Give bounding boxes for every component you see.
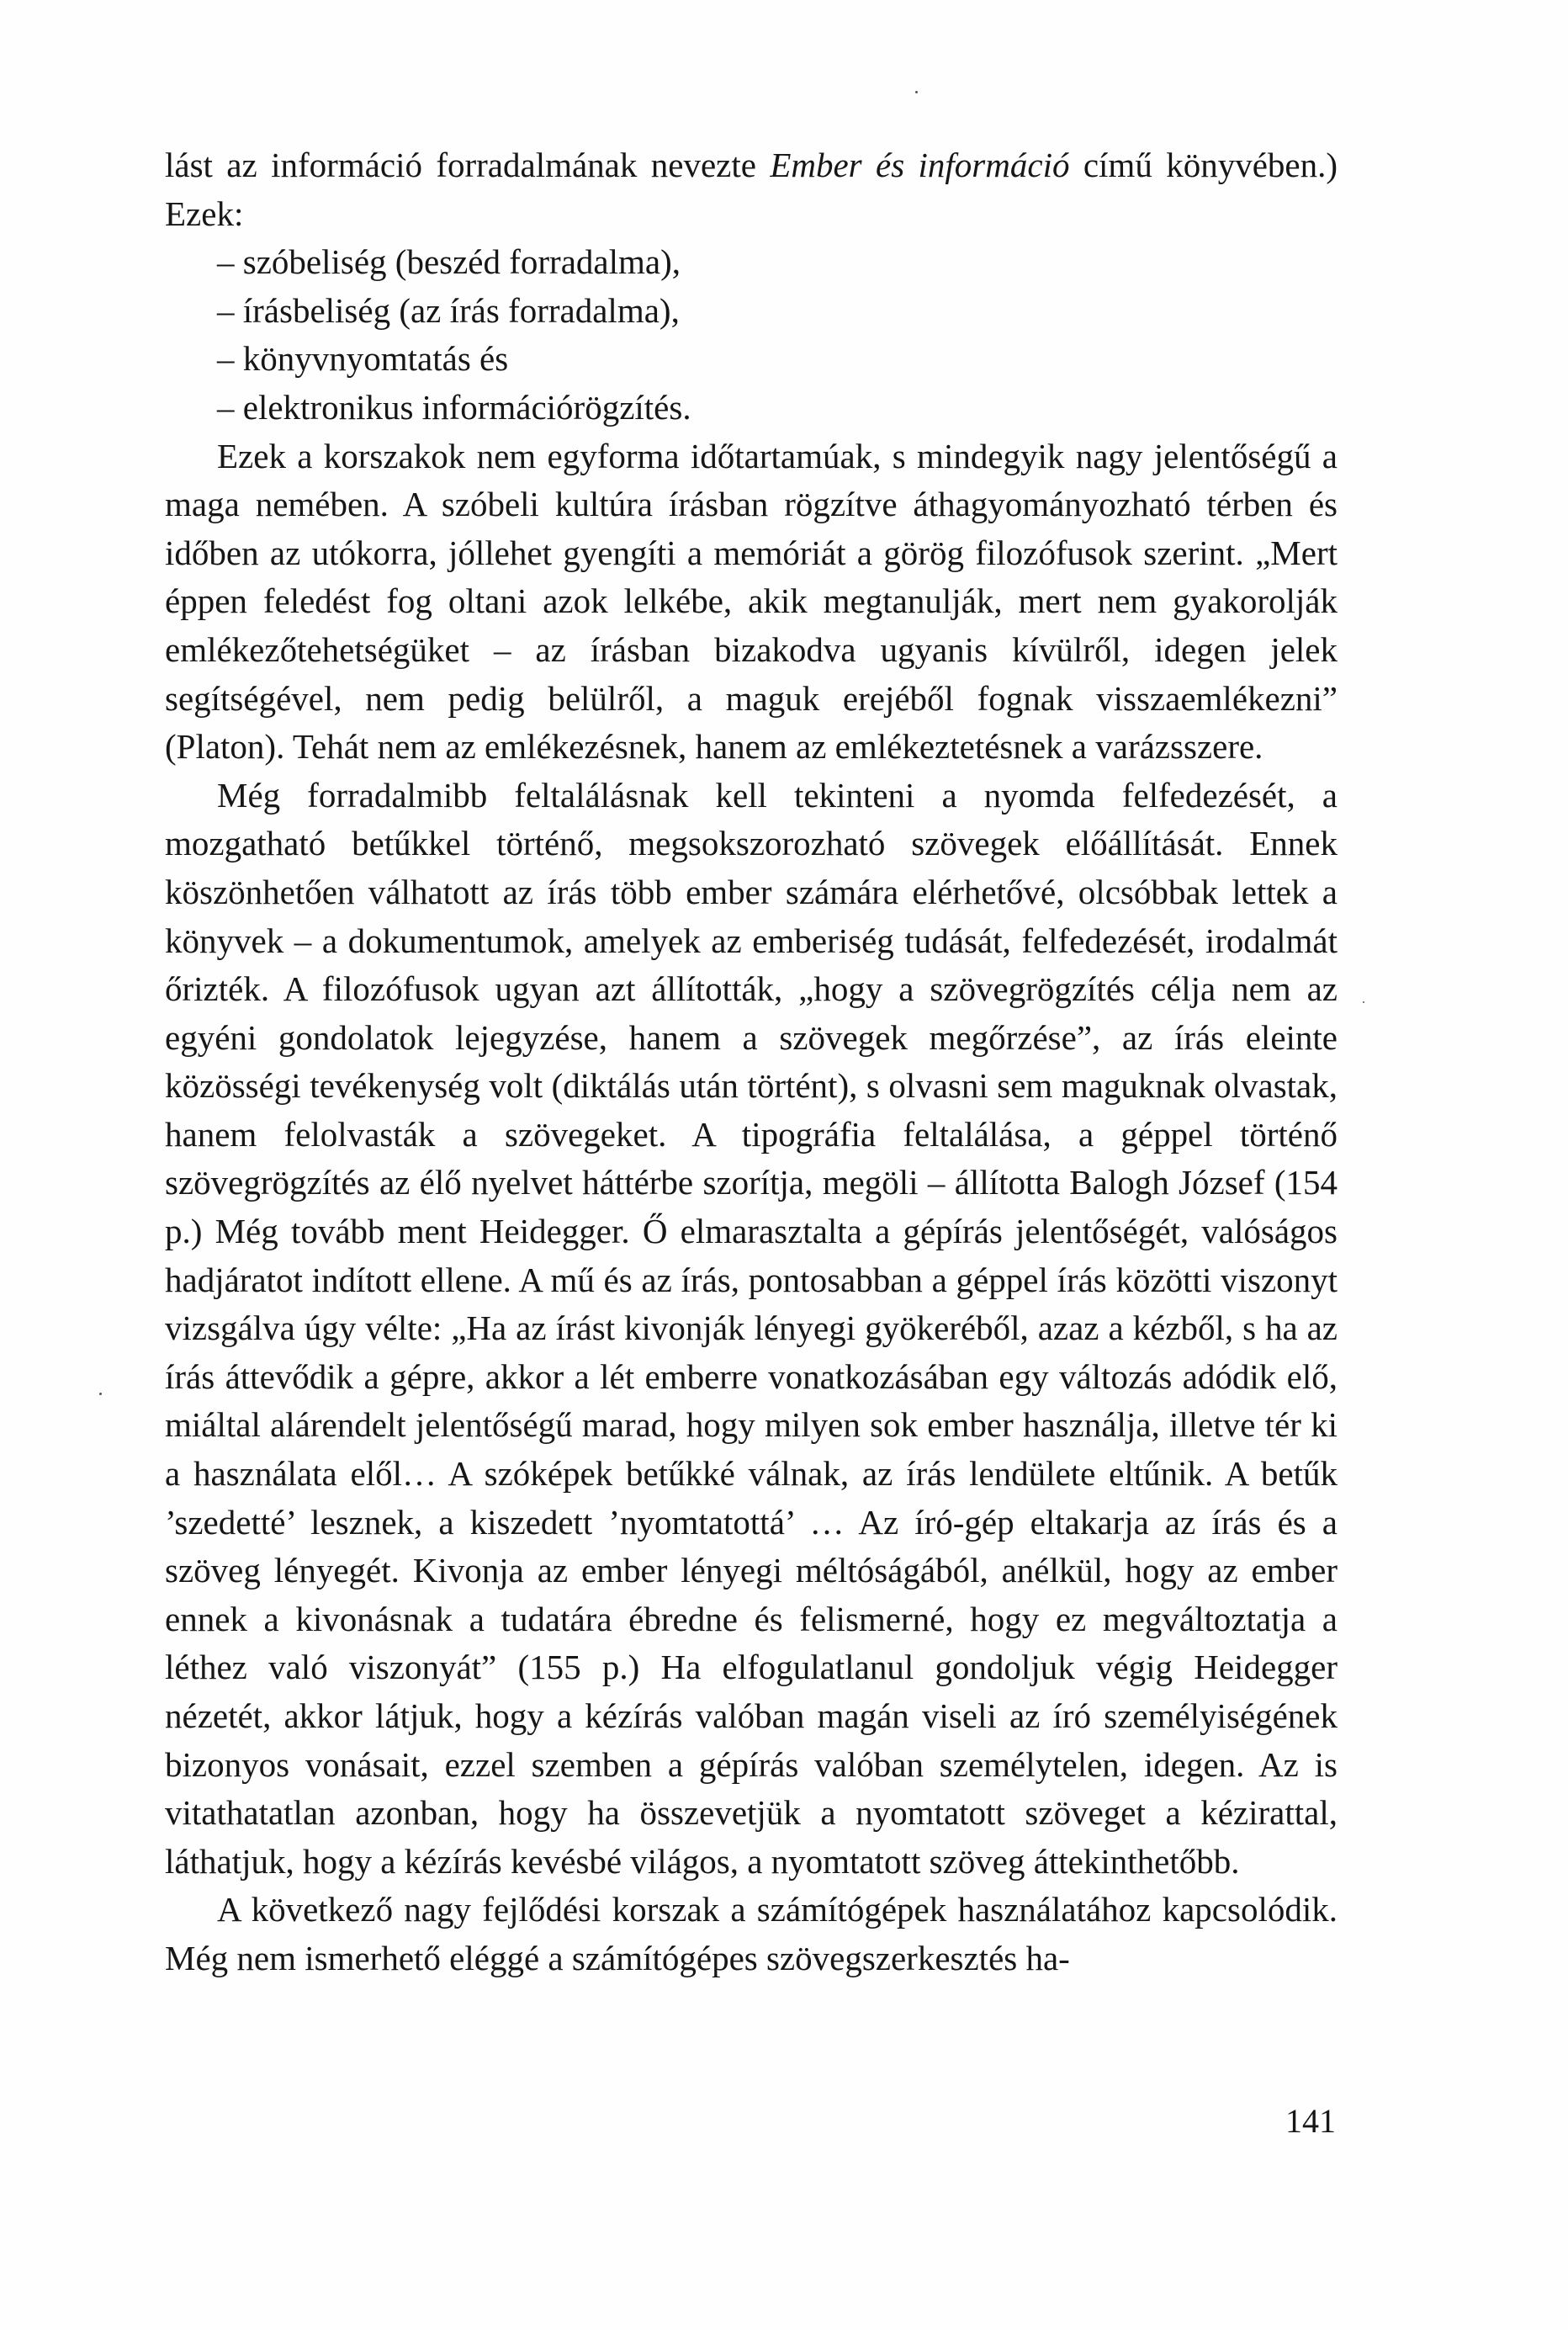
opening-line-start: lást az információ forradalmának nevezte (165, 146, 771, 184)
page-number: 141 (1285, 2102, 1336, 2140)
list-item: – írásbeliség (az írás forradalma), (217, 290, 680, 330)
era-list (165, 238, 1338, 432)
opening-line-end: című könyvében.) Ezek: (165, 146, 1338, 233)
list-item: – elektronikus információrögzítés. (217, 387, 691, 427)
body-text (165, 141, 1338, 1983)
paragraph-computers: A következő nagy fejlődési korszak a számítógépek használatához kapcsolódik. Még nem ismerhető eléggé a számítógépes szövegszerkesztés ha- (165, 1890, 1338, 1977)
scan-speck (1363, 1001, 1364, 1003)
list-item: – szóbeliség (beszéd forradalma), (217, 242, 681, 282)
scan-speck (915, 91, 918, 93)
book-title: Ember és információ (770, 146, 1070, 184)
paragraph-eras: Ezek a korszakok nem egyforma időtartamúak, s mindegyik nagy jelentőségű a maga nemében. A szóbeli kultúra írásban rögzítve áthagyományozható térben és időben az utókorra, jóllehet gyengíti a memóriát a görög filozófusok szerint. „Mert éppen feledést fog oltani azok lelkébe, akik megtanulják, mert nem gyakorolják emlékezőtehetségüket – az írásban bizakodva ugyanis kívülről, idegen jelek segítségével, nem pedig belülről, a maguk erejéből fognak visszaemlékezni” (Platon). Tehát nem az emlékezésnek, hanem az emlékeztetésnek a varázsszere. (165, 436, 1338, 767)
scan-speck (99, 1393, 102, 1395)
opening-paragraph (165, 141, 1338, 238)
list-item: – könyvnyomtatás és (217, 339, 509, 379)
paragraph-printing: Még forradalmibb feltalálásnak kell tekinteni a nyomda felfedezését, a mozgatható betűkkel történő, megsokszorozható szövegek előállítását. Ennek köszönhetően válhatott az írás több ember számára elérhetővé, olcsóbbak lettek a könyvek – a dokumentumok, amelyek az emberiség tudását, felfedezését, irodalmát őrizték. A filozófusok ugyan azt állították, „hogy a szövegrögzítés célja nem az egyéni gondolatok lejegyzése, hanem a szövegek megőrzése”, az írás eleinte közösségi tevékenység volt (diktálás után történt), s olvasni sem maguknak olvastak, hanem felolvasták a szövegeket. A tipográfia feltalálása, a géppel történő szövegrögzítés az élő nyelvet háttérbe szorítja, megöli – állította Balogh József (154 p.) Még tovább ment Heidegger. Ő elmarasztalta a gépírás jelentőségét, valóságos hadjáratot indított ellene. A mű és az írás, pontosabban a géppel írás közötti viszonyt vizsgálva úgy vélte: „Ha az írást kivonják lényegi gyökeréből, azaz a kézből, s ha az írás áttevődik a gépre, akkor a lét emberre vonatkozásában egy változás adódik elő, miáltal alárendelt jelentőségű marad, hogy milyen sok ember használja, illetve tér ki a használata elől… A szóképek betűkké válnak, az írás lendülete eltűnik. A betűk ’szedetté’ lesznek, a kiszedett ’nyomtatottá’ … Az író-gép eltakarja az írás és a szöveg lényegét. Kivonja az ember lényegi méltóságából, anélkül, hogy az ember ennek a kivonásnak a tudatára ébredne és felismerné, hogy ez megváltoztatja a léthez való viszonyát” (155 p.) Ha elfogulatlanul gondoljuk végig Heidegger nézetét, akkor látjuk, hogy a kézírás valóban magán viseli az író személyiségének bizonyos vonásait, ezzel szemben a gépírás valóban személytelen, idegen. Az is vitathatatlan azonban, hogy ha összevetjük a nyomtatott szöveget a kézirattal, láthatjuk, hogy a kézírás kevésbé világos, a nyomtatott szöveg áttekinthetőbb. (165, 775, 1338, 1881)
